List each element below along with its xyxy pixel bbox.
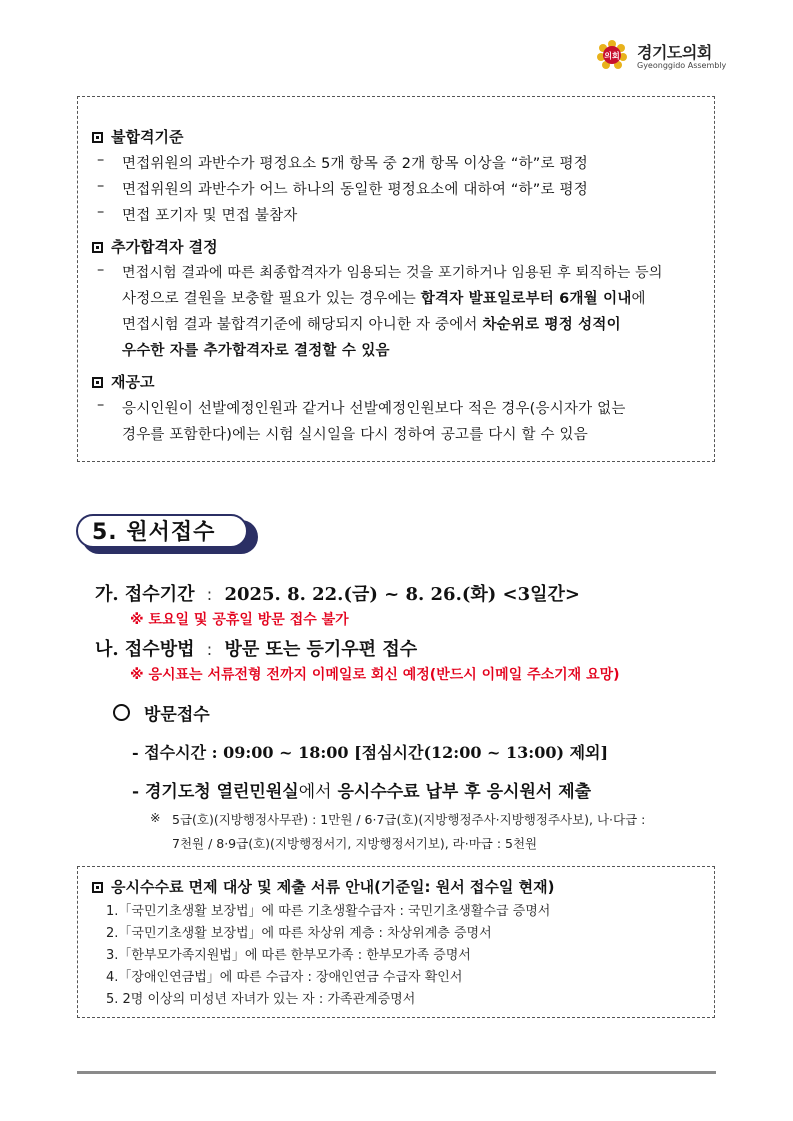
section-title: 5. 원서접수 <box>92 520 216 545</box>
readvertise-heading: 재공고 <box>92 371 154 392</box>
footer-divider <box>77 1071 716 1074</box>
fee-exemption-item: 2.「국민기초생활 보장법」에 따른 차상위 계층 : 차상위계층 증명서 <box>106 926 492 941</box>
org-name: 경기도의회 <box>637 43 712 62</box>
additional-pass-line: 우수한 자를 추가합격자로 결정할 수 있음 <box>122 343 390 359</box>
application-period: 가. 접수기간 : 2025. 8. 22.(금) ~ 8. 26.(화) <3일간> <box>95 584 581 605</box>
fee-exemption-item: 3.「한부모가족지원법」에 따른 한부모가족 : 한부모가족 증명서 <box>106 948 471 963</box>
application-method: 나. 접수방법 : 방문 또는 등기우편 접수 <box>95 639 418 660</box>
dash: – <box>97 178 105 194</box>
fail-criteria-item: 면접위원의 과반수가 평정요소 5개 항목 중 2개 항목 이상을 “하”로 평정 <box>122 156 588 172</box>
fail-criteria-item: 면접 포기자 및 면접 불참자 <box>122 208 298 224</box>
dash: – <box>97 152 105 168</box>
square-bullet-icon <box>92 377 103 388</box>
seal-text: 의회 <box>604 51 620 61</box>
square-bullet-icon <box>92 882 103 893</box>
org-name-en: Gyeonggido Assembly <box>637 61 727 70</box>
fee-note-mark: ※ <box>150 810 161 825</box>
reception-place: - 경기도청 열린민원실에서 응시수수료 납부 후 응시원서 제출 <box>132 782 592 802</box>
readvertise-line: 경우를 포함한다)에는 시험 실시일을 다시 정하여 공고를 다시 할 수 있음 <box>122 427 588 443</box>
visit-reception-heading: 방문접수 <box>113 700 210 725</box>
additional-pass-line: 면접시험 결과에 따른 최종합격자가 임용되는 것을 포기하거나 임용된 후 퇴직하는 등의 <box>122 265 663 281</box>
fee-note-line: 5급(호)(지방행정사무관) : 1만원 / 6·7급(호)(지방행정주사·지방행정주사보), 나·다급 : <box>172 812 646 827</box>
fee-exemption-item: 5. 2명 이상의 미성년 자녀가 있는 자 : 가족관계증명서 <box>106 992 416 1007</box>
circle-bullet-icon <box>113 704 130 721</box>
fee-exemption-heading: 응시수수료 면제 대상 및 제출 서류 안내(기준일: 원서 접수일 현재) <box>92 876 554 897</box>
method-notice: ※ 응시표는 서류전형 전까지 이메일로 회신 예정(반드시 이메일 주소기재 요망) <box>130 667 620 683</box>
period-notice: ※ 토요일 및 공휴일 방문 접수 불가 <box>130 612 349 628</box>
additional-pass-line: 사정으로 결원을 보충할 필요가 있는 경우에는 합격자 발표일로부터 6개월 이내에 <box>122 291 646 307</box>
additional-pass-line: 면접시험 결과 불합격기준에 해당되지 아니한 자 중에서 차순위로 평정 성적이 <box>122 317 621 333</box>
fail-criteria-item: 면접위원의 과반수가 어느 하나의 동일한 평정요소에 대하여 “하”로 평정 <box>122 182 588 198</box>
dash: – <box>97 262 105 278</box>
fail-criteria-heading: 불합격기준 <box>92 126 183 147</box>
fee-exemption-item: 1.「국민기초생활 보장법」에 따른 기초생활수급자 : 국민기초생활수급 증명서 <box>106 904 551 919</box>
assembly-seal-icon <box>597 40 627 70</box>
fee-note-line: 7천원 / 8·9급(호)(지방행정서기, 지방행정서기보), 라·마급 : 5천원 <box>172 836 538 851</box>
fee-exemption-item: 4.「장애인연금법」에 따른 수급자 : 장애인연금 수급자 확인서 <box>106 970 463 985</box>
square-bullet-icon <box>92 132 103 143</box>
assembly-logo <box>597 38 727 78</box>
dash: – <box>97 204 105 220</box>
square-bullet-icon <box>92 242 103 253</box>
dash: – <box>97 397 105 413</box>
readvertise-line: 응시인원이 선발예정인원과 같거나 선발예정인원보다 적은 경우(응시자가 없는 <box>122 401 626 417</box>
reception-hours: - 접수시간 : 09:00 ~ 18:00 [점심시간(12:00 ~ 13:00) 제외] <box>132 743 609 762</box>
additional-pass-heading: 추가합격자 결정 <box>92 236 218 257</box>
